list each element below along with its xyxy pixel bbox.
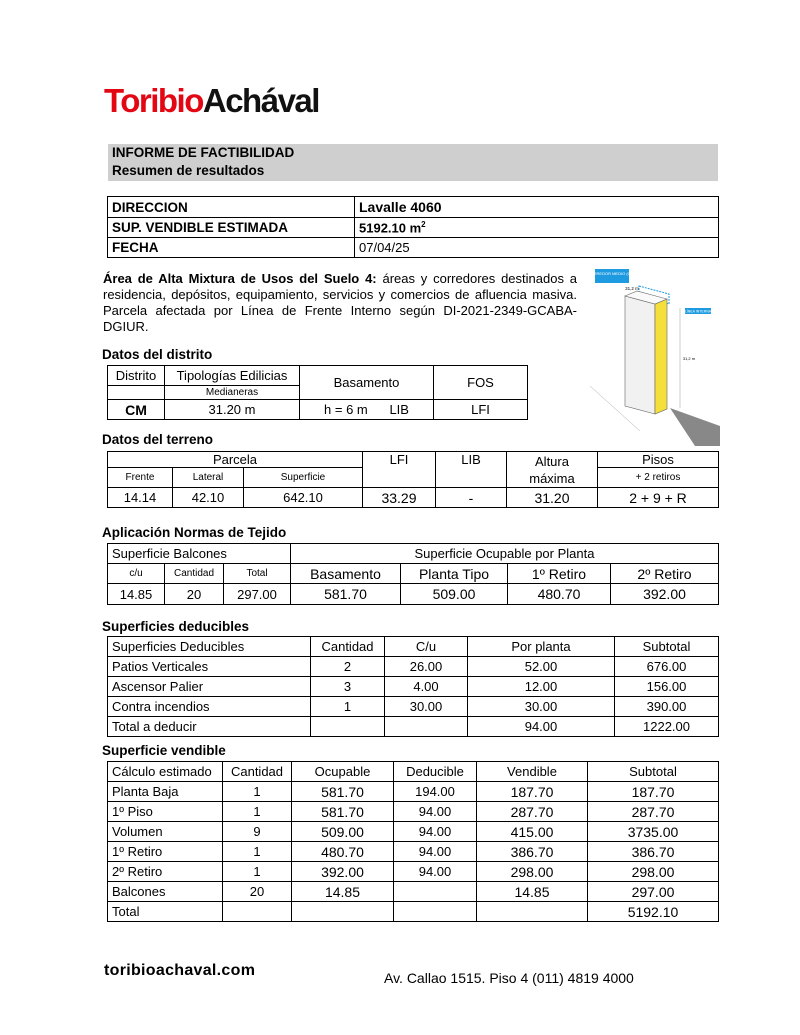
value-cu: 14.85 — [108, 584, 165, 605]
value-lateral: 42.10 — [173, 488, 244, 508]
table-cell — [385, 717, 468, 737]
header-tipologias: Tipologías Edilicias — [165, 366, 300, 386]
table-cell: 1 — [223, 802, 292, 822]
sub-cu: c/u — [108, 564, 165, 584]
table-cell: 298.00 — [588, 862, 719, 882]
table-row — [108, 197, 719, 218]
unit-exponent: 2 — [421, 219, 426, 229]
building-diagram — [585, 266, 720, 448]
table-cell: Planta Baja — [108, 782, 223, 802]
table-cell: 187.70 — [588, 782, 719, 802]
table-cell: Total a deducir — [108, 717, 311, 737]
sub-frente: Frente — [108, 468, 173, 488]
value-basamento: 581.70 — [291, 584, 401, 605]
table-cell: 2 — [311, 657, 385, 677]
basamento-height: h = 6 m — [324, 402, 368, 417]
table-row — [108, 862, 719, 882]
header-cell: Subtotal — [615, 637, 719, 657]
table-cell — [477, 902, 588, 922]
brand-logo — [104, 82, 319, 120]
table-cell: 1 — [223, 842, 292, 862]
header-cell: Vendible — [477, 762, 588, 782]
zoning-text: áreas y corredores destinados a residencia, depósitos, equipamiento, servicios y comercios de afluencia masiva. Parcela afectada por Línea de Frente Interno según DI-2021-2349-GCABA-DGIUR. — [103, 271, 577, 334]
summary-value: Lavalle 4060 — [355, 197, 719, 218]
table-cell: 156.00 — [615, 677, 719, 697]
table-cell: 390.00 — [615, 697, 719, 717]
table-row — [108, 802, 719, 822]
value-medianeras: 31.20 m — [165, 400, 300, 420]
table-cell: 581.70 — [292, 782, 394, 802]
table-cell: 20 — [223, 882, 292, 902]
header-cell: Ocupable — [292, 762, 394, 782]
altura-line-2: máxima — [529, 470, 575, 486]
table-cell — [394, 882, 477, 902]
value-retiro-2: 392.00 — [611, 584, 719, 605]
report-title: INFORME DE FACTIBILIDAD — [112, 145, 295, 160]
header-cell: Cantidad — [223, 762, 292, 782]
table-cell: 14.85 — [292, 882, 394, 902]
table-cell: 386.70 — [477, 842, 588, 862]
table-cell: Volumen — [108, 822, 223, 842]
table-cell: 4.00 — [385, 677, 468, 697]
table-cell: 12.00 — [468, 677, 615, 697]
table-cell: Ascensor Palier — [108, 677, 311, 697]
table-row — [108, 366, 528, 386]
table-row — [108, 400, 528, 420]
table-row — [108, 488, 719, 508]
value-pisos: 2 + 9 + R — [598, 488, 719, 508]
section-title-deducibles: Superficies deducibles — [102, 619, 250, 634]
table-cell: 3735.00 — [588, 822, 719, 842]
sub-medianeras: Medianeras — [165, 386, 300, 400]
sub-cantidad: Cantidad — [165, 564, 224, 584]
deducibles-table — [107, 636, 719, 737]
table-cell: 676.00 — [615, 657, 719, 677]
report-subtitle: Resumen de resultados — [112, 163, 265, 178]
table-cell: 297.00 — [588, 882, 719, 902]
table-row — [108, 238, 719, 258]
summary-label: DIRECCION — [108, 197, 355, 218]
header-cell: Superficies Deducibles — [108, 637, 311, 657]
table-cell: 1 — [223, 862, 292, 882]
table-cell: 94.00 — [394, 802, 477, 822]
header-cell: Por planta — [468, 637, 615, 657]
value-planta-tipo: 509.00 — [401, 584, 508, 605]
table-cell: 187.70 — [477, 782, 588, 802]
report-banner — [108, 144, 718, 181]
table-row — [108, 218, 719, 238]
footer-website[interactable]: toribioachaval.com — [104, 962, 256, 979]
table-cell: 94.00 — [394, 822, 477, 842]
value-cantidad: 20 — [165, 584, 224, 605]
value-total: 297.00 — [224, 584, 291, 605]
sub-superficie: Superficie — [244, 468, 363, 488]
section-title-vendible: Superficie vendible — [102, 743, 226, 758]
zoning-description — [103, 271, 577, 335]
value-lib: - — [436, 488, 507, 508]
sup-vendible-value: 5192.10 m — [359, 220, 422, 236]
header-balcones: Superficie Balcones — [108, 544, 291, 564]
table-cell: 1 — [223, 782, 292, 802]
table-cell: Patios Verticales — [108, 657, 311, 677]
table-cell — [394, 902, 477, 922]
value-retiro-1: 480.70 — [508, 584, 611, 605]
table-cell — [223, 902, 292, 922]
table-cell: 30.00 — [385, 697, 468, 717]
table-cell: 287.70 — [588, 802, 719, 822]
header-altura — [507, 452, 598, 488]
tejido-table — [107, 543, 719, 605]
sub-total: Total — [224, 564, 291, 584]
table-cell: 14.85 — [477, 882, 588, 902]
header-basamento: Basamento — [300, 366, 434, 400]
value-altura: 31.20 — [507, 488, 598, 508]
sub-retiros: + 2 retiros — [598, 468, 719, 488]
table-row — [108, 657, 719, 677]
summary-table — [107, 196, 719, 258]
summary-value — [355, 218, 719, 238]
table-cell: 30.00 — [468, 697, 615, 717]
table-cell: 194.00 — [394, 782, 477, 802]
header-cell: Subtotal — [588, 762, 719, 782]
street-shadow — [670, 408, 720, 446]
header-parcela: Parcela — [108, 452, 363, 468]
section-title-terreno: Datos del terreno — [102, 432, 214, 447]
table-row — [108, 882, 719, 902]
sub-retiro-2: 2º Retiro — [611, 564, 719, 584]
value-lfi: 33.29 — [363, 488, 436, 508]
header-cell: C/u — [385, 637, 468, 657]
table-row — [108, 782, 719, 802]
table-cell: 1º Piso — [108, 802, 223, 822]
header-lib: LIB — [436, 452, 507, 488]
footer-address: Av. Callao 1515. Piso 4 (011) 4819 4000 — [384, 970, 634, 986]
table-cell: 9 — [223, 822, 292, 842]
table-cell: 52.00 — [468, 657, 615, 677]
table-row — [108, 564, 719, 584]
section-title-distrito: Datos del distrito — [102, 347, 213, 362]
table-cell: 94.00 — [394, 862, 477, 882]
internal-line-label: LÍNEA INTERNA — [684, 309, 712, 314]
header-distrito: Distrito — [108, 366, 165, 386]
basamento-lib: LIB — [389, 402, 409, 417]
value-basamento — [300, 400, 434, 420]
summary-label: SUP. VENDIBLE ESTIMADA — [108, 218, 355, 238]
table-cell — [292, 902, 394, 922]
table-cell: 1222.00 — [615, 717, 719, 737]
table-cell: 480.70 — [292, 842, 394, 862]
table-cell: 392.00 — [292, 862, 394, 882]
table-cell: 1 — [311, 697, 385, 717]
table-row — [108, 842, 719, 862]
table-row — [108, 584, 719, 605]
table-row — [108, 637, 719, 657]
sub-basamento: Basamento — [291, 564, 401, 584]
building-front-face — [655, 299, 667, 414]
summary-label: FECHA — [108, 238, 355, 258]
header-cell: Cantidad — [311, 637, 385, 657]
table-cell: 581.70 — [292, 802, 394, 822]
table-cell: 94.00 — [468, 717, 615, 737]
sub-planta-tipo: Planta Tipo — [401, 564, 508, 584]
header-lfi: LFI — [363, 452, 436, 488]
altura-line-1: Altura — [535, 453, 569, 469]
header-cell: Deducible — [394, 762, 477, 782]
table-cell — [311, 717, 385, 737]
table-cell: 5192.10 — [588, 902, 719, 922]
building-side-face — [625, 296, 655, 414]
table-cell: 94.00 — [394, 842, 477, 862]
table-row — [108, 762, 719, 782]
section-title-tejido: Aplicación Normas de Tejido — [102, 525, 287, 540]
table-cell: Total — [108, 902, 223, 922]
table-row — [108, 822, 719, 842]
header-pisos: Pisos — [598, 452, 719, 468]
header-fos: FOS — [434, 366, 528, 400]
table-cell: 3 — [311, 677, 385, 697]
value-distrito: CM — [108, 400, 165, 420]
table-row — [108, 697, 719, 717]
value-frente: 14.14 — [108, 488, 173, 508]
table-cell: 1º Retiro — [108, 842, 223, 862]
table-row — [108, 677, 719, 697]
table-row — [108, 717, 719, 737]
value-fos: LFI — [434, 400, 528, 420]
logo-part-1: Toribio — [104, 82, 203, 119]
table-cell: Contra incendios — [108, 697, 311, 717]
table-cell: 2º Retiro — [108, 862, 223, 882]
logo-part-2: Achával — [202, 82, 319, 119]
zoning-title: Área de Alta Mixtura de Usos del Suelo 4: — [103, 271, 377, 286]
table-cell: 26.00 — [385, 657, 468, 677]
width-dimension: 31,2 m — [625, 286, 639, 291]
table-cell: 287.70 — [477, 802, 588, 822]
distrito-table — [107, 365, 528, 420]
table-cell: 298.00 — [477, 862, 588, 882]
header-cell: Cálculo estimado — [108, 762, 223, 782]
height-dimension: 31,2 m — [682, 356, 696, 361]
empty-cell — [108, 386, 165, 400]
table-row — [108, 452, 719, 468]
table-row — [108, 544, 719, 564]
corridor-label: CORREDOR MEDIO (C.M) — [587, 271, 637, 276]
terreno-table — [107, 451, 719, 508]
sub-lateral: Lateral — [173, 468, 244, 488]
value-superficie: 642.10 — [244, 488, 363, 508]
table-row — [108, 902, 719, 922]
summary-value: 07/04/25 — [355, 238, 719, 258]
table-cell: 509.00 — [292, 822, 394, 842]
vendible-table — [107, 761, 719, 922]
table-cell: 386.70 — [588, 842, 719, 862]
table-cell: 415.00 — [477, 822, 588, 842]
sub-retiro-1: 1º Retiro — [508, 564, 611, 584]
table-cell: Balcones — [108, 882, 223, 902]
header-ocupable: Superficie Ocupable por Planta — [291, 544, 719, 564]
